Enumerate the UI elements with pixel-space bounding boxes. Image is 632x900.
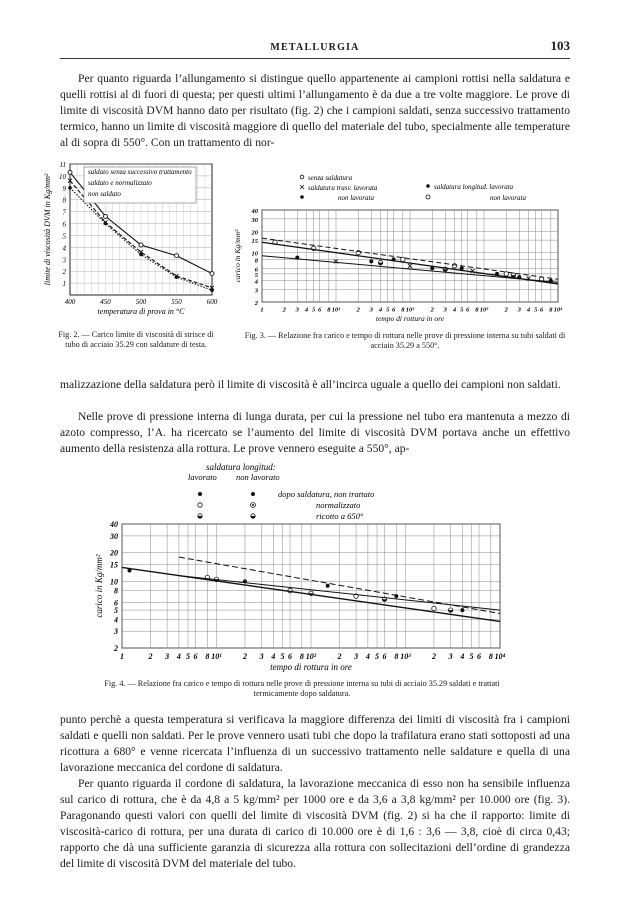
fig3-x-tick: 6	[465, 306, 470, 314]
fig3-x-tick: 4	[304, 306, 309, 314]
fig4-plot-area	[94, 462, 506, 672]
fig2-y-tick: 4	[62, 244, 66, 253]
fig3-y-tick: 30	[251, 216, 258, 224]
fig3-x-tick: 1	[260, 306, 264, 314]
fig2-data-point	[68, 186, 72, 190]
fig3-x-tick: 4	[452, 306, 457, 314]
fig4-legend-marker	[198, 492, 202, 496]
fig4-data-point	[432, 606, 436, 610]
fig4-data-point	[460, 608, 464, 612]
fig2-x-tick: 600	[206, 298, 218, 306]
paragraph-4: punto perchè a questa temperatura si verificava la maggiore differenza dei limiti di viscosità fra i campioni saldati e quelli non saldati. Per le prove vennero usati tubi che dopo la trafilatura erano stati sottoposti ad una ricottura a 680° e venne ricercata l’influenza di un successivo trattamento nelle saldature e quella di una lavorazione meccanica del cordone di saldatura.	[60, 713, 570, 774]
fig2-y-tick: 1	[62, 280, 66, 289]
fig2-data-point	[139, 243, 143, 247]
fig4-legend-col2: non lavorato	[236, 472, 280, 482]
fig3-x-tick: 6	[317, 306, 322, 314]
fig4-legend-marker	[198, 503, 202, 507]
fig4-x-tick: 5	[469, 652, 474, 661]
fig3-x-tick: 5	[386, 306, 390, 314]
fig3-x-tick: 8	[475, 306, 479, 314]
fig4-x-tick: 3	[354, 652, 359, 661]
fig2-data-point	[210, 272, 214, 276]
fig4-y-tick: 10	[110, 577, 118, 587]
fig2-data-point	[68, 170, 72, 174]
fig2-data-point	[210, 288, 214, 292]
fig2-data-point	[104, 222, 108, 226]
fig4-x-tick: 3	[448, 652, 453, 661]
fig3-x-tick: 4	[378, 306, 383, 314]
fig3-x-tick: 8	[401, 306, 405, 314]
fig2-y-tick: 11	[59, 161, 66, 169]
fig3-y-tick: 20	[251, 229, 258, 237]
fig4-legend-col1: lavorato	[188, 472, 217, 482]
fig3-x-tick: 2	[356, 306, 360, 314]
fig4-y-tick: 40	[110, 520, 118, 529]
fig4-x-tick: 4	[176, 652, 181, 661]
fig3-x-tick: 2	[282, 306, 286, 314]
journal-title: METALLURGIA	[270, 42, 360, 53]
fig2-data-point	[175, 275, 179, 279]
fig2-y-tick: 7	[62, 208, 66, 217]
fig3-x-tick: 3	[517, 306, 521, 314]
fig3-y-tick: 10	[251, 250, 258, 258]
fig3-x-tick: 2	[430, 306, 434, 314]
fig3-y-tick: 3	[254, 287, 258, 295]
fig4-x-tick: 10³	[400, 652, 411, 661]
fig2-plot-area	[43, 161, 218, 316]
paragraph-5: Per quanto riguarda il cordone di saldatura, la lavorazione meccanica di esso non ha sensibile influenza sul carico di rottura, che è da 4,8 a 5 kg/mm² per 1000 ore e da 3,6 a 3,8 kg/mm² per 10.000 ore (fig. 3). Paragonando questi valori con quelli del limite di viscosità DVM (fig. 2) si ha che il rapporto: limite di viscosità-carico di rottura, per una durata di carico di 10.000 ore è di 1,6 : 3,6 — 3,8, cioè di circa 0,43; rapporto che dà una sufficiente garanzia di sicurezza alla rottura con sollecitazioni dell’ordine di grandezza del limite di viscosità DVM del materiale del tubo.	[60, 777, 570, 870]
fig3-chart	[228, 168, 568, 330]
fig4-y-label: carico in Kg/mm²	[94, 554, 104, 618]
fig4-x-tick: 5	[280, 652, 285, 661]
fig4-legend-marker-core	[252, 504, 254, 506]
fig3-y-tick: 6	[254, 266, 258, 274]
fig4-y-tick: 4	[114, 615, 118, 625]
fig4-x-tick: 8	[299, 652, 304, 661]
fig4-y-tick: 30	[110, 531, 118, 541]
fig2-x-tick: 550	[171, 298, 182, 306]
fig2-y-tick: 5	[62, 232, 66, 241]
fig3-x-tick: 3	[369, 306, 373, 314]
fig3-legend-item: saldatura trasv. lavorata	[308, 184, 378, 192]
fig4-y-tick: 5	[114, 606, 118, 616]
fig2-y-tick: 3	[62, 256, 66, 265]
fig2-data-point	[175, 254, 179, 258]
fig2-x-tick: 500	[135, 298, 147, 306]
fig2-y-label: limite di viscosità DVM in Kg/mm²	[43, 173, 52, 286]
paragraph-2: malizzazione della saldatura però il limite di viscosità è all’incirca uguale a quello dei campioni non saldati.	[60, 378, 561, 391]
fig3-x-tick: 5	[534, 306, 538, 314]
fig2-data-point	[139, 253, 143, 257]
fig4-x-label: tempo di rottura in ore	[270, 662, 352, 672]
fig3-x-tick: 3	[443, 306, 447, 314]
fig3-y-tick: 15	[251, 238, 258, 246]
fig2-x-label: temperatura di prova in °C	[97, 307, 185, 316]
fig4-x-tick: 4	[365, 652, 370, 661]
fig4-x-tick: 8	[205, 652, 210, 661]
fig3-legend-item: senza saldatura	[308, 174, 353, 182]
paragraph-1: Per quanto riguarda l’allungamento si distingue quello appartenente ai campioni rottisi nella saldatura e quelli rottisi al di fuori di questa; per questi ultimi l’allungamento è da due a tre volte maggiore. Le prove di limite di viscosità DVM hanno dato per risultato (fig. 2) che i campioni saldati, senza successivo trattamento termico, hanno un limite di viscosità maggiore di quello del materiale del tubo, specialmente alle temperature al di sopra di 550°. Con un trattamento di nor-	[60, 72, 570, 149]
fig4-x-tick: 10⁴	[494, 652, 506, 661]
fig3-x-tick: 5	[312, 306, 316, 314]
fig3-y-tick: 8	[254, 257, 258, 265]
fig3-y-tick: 40	[251, 208, 258, 215]
fig3-legend-item: non lavorata	[338, 194, 374, 202]
fig4-x-tick: 4	[271, 652, 276, 661]
fig4-y-tick: 15	[110, 560, 118, 570]
fig3-legend-item: non lavorata	[490, 194, 526, 202]
fig4-y-tick: 20	[110, 548, 118, 558]
fig3-plot-area	[233, 174, 563, 323]
fig3-legend-marker	[426, 184, 430, 188]
fig3-caption: Fig. 3. — Relazione fra carico e tempo di rottura nelle prove di pressione interna su tubi saldati di acciaio 35.29 a 550°.	[244, 331, 566, 350]
fig4-x-tick: 8	[488, 652, 493, 661]
fig4-x-tick: 2	[337, 652, 342, 661]
fig3-x-tick: 10²	[405, 306, 415, 314]
fig3-legend-marker	[300, 195, 304, 199]
fig4-x-tick: 10²	[305, 652, 317, 661]
fig2-x-tick: 400	[64, 298, 76, 306]
fig4-y-tick: 2	[114, 644, 118, 653]
fig3-x-label: tempo di rottura in ore	[375, 314, 445, 323]
fig2-y-tick: 10	[59, 172, 66, 181]
fig3-legend-item: saldatura longitud. lavorata	[434, 183, 514, 191]
fig3-x-tick: 8	[327, 306, 331, 314]
fig3-y-tick: 2	[254, 300, 258, 307]
fig4-x-tick: 5	[186, 652, 191, 661]
fig4-x-tick: 1	[120, 652, 124, 661]
fig4-x-tick: 6	[288, 652, 293, 661]
fig4-y-tick: 8	[114, 586, 118, 596]
fig4-x-tick: 3	[165, 652, 170, 661]
fig2-x-tick: 450	[100, 298, 111, 306]
fig2-legend-item: saldato senza successivo trattamento	[88, 168, 192, 176]
fig4-y-tick: 6	[114, 598, 118, 608]
page-number: 103	[550, 38, 570, 53]
paragraph-3: Nelle prove di pressione interna di lunga durata, per cui la pressione nel tubo era mantenuta a mezzo di azoto compresso, l’A. ha ricercato se l’aumento del limite di viscosità DVM portava anche un effettivo aumento della resistenza alla rottura. Le prove vennero eseguite a 550°, ap-	[60, 410, 570, 455]
fig4-x-tick: 2	[242, 652, 247, 661]
fig2-y-tick: 2	[62, 268, 66, 277]
fig2-caption: Fig. 2. — Carico limite di viscosità di strisce di tubo di acciaio 35.29 con saldature di testa.	[58, 330, 214, 349]
fig4-legend-title: saldatura longitud:	[206, 462, 276, 472]
fig4-y-tick: 3	[114, 627, 118, 637]
fig3-x-tick: 8	[549, 306, 553, 314]
fig4-x-tick: 3	[259, 652, 264, 661]
fig3-x-tick: 4	[526, 306, 531, 314]
fig2-y-tick: 9	[62, 184, 66, 193]
fig3-legend-marker	[300, 175, 304, 179]
fig3-data-point	[369, 259, 373, 263]
header-rule	[60, 58, 570, 59]
fig4-x-tick: 8	[394, 652, 399, 661]
fig3-x-tick: 6	[391, 306, 396, 314]
fig3-legend-marker	[426, 195, 430, 199]
fig4-x-tick: 2	[148, 652, 153, 661]
fig4-legend-item: normalizzato	[316, 500, 361, 510]
fig2-y-tick: 8	[62, 196, 66, 205]
fig3-y-tick: 4	[254, 278, 258, 286]
fig3-x-tick: 5	[460, 306, 464, 314]
fig4-legend-item: dopo saldatura, non trattato	[278, 489, 375, 499]
fig4-caption: Fig. 4. — Relazione fra carico e tempo di rottura nelle prove di pressione interna su tubi di acciaio 35.29 saldati e trattati termicamente dopo saldatura.	[104, 679, 500, 698]
fig2-y-tick: 6	[62, 220, 66, 229]
fig3-x-tick: 2	[504, 306, 508, 314]
fig4-x-tick: 6	[477, 652, 482, 661]
fig2-data-point	[104, 214, 108, 218]
fig4-x-tick: 6	[382, 652, 387, 661]
fig4-data-point	[326, 584, 330, 588]
running-header	[60, 38, 570, 58]
fig4-x-tick: 10¹	[211, 652, 222, 661]
fig3-x-tick: 10⁴	[553, 306, 563, 314]
fig2-legend-item: saldato e normalizzato	[88, 179, 152, 187]
fig4-legend-marker	[251, 492, 255, 496]
fig4-legend-item: ricotto a 650°	[316, 511, 364, 521]
fig4-x-tick: 4	[460, 652, 465, 661]
fig3-legend-marker	[300, 185, 304, 189]
fig3-x-tick: 10³	[479, 306, 489, 314]
fig4-x-tick: 6	[193, 652, 198, 661]
fig2-chart	[40, 160, 220, 330]
fig4-chart	[88, 460, 508, 680]
fig3-x-tick: 10¹	[331, 306, 341, 314]
fig3-y-label: carico in Kg/mm²	[233, 229, 242, 283]
fig3-x-tick: 3	[295, 306, 299, 314]
fig3-y-tick: 5	[254, 271, 258, 279]
fig4-x-tick: 2	[431, 652, 436, 661]
fig2-legend-item: non saldato	[88, 190, 121, 198]
fig4-x-tick: 5	[375, 652, 380, 661]
fig3-x-tick: 6	[539, 306, 544, 314]
